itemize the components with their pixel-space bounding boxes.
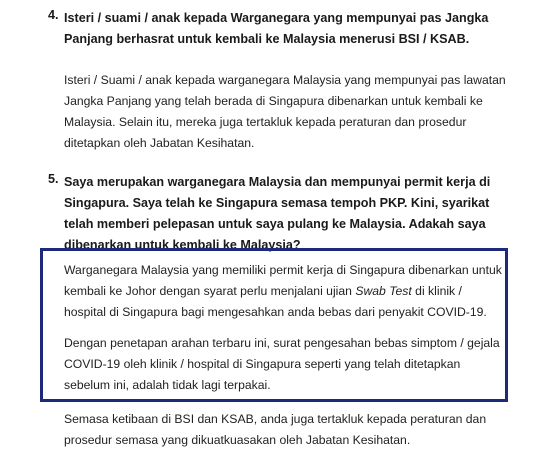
box-para1-text-end: di klinik / hospital di Singapura bagi mengesahkan anda bebas dari penyakit COVID-19. xyxy=(64,284,487,319)
question-5-heading: Saya merupakan warganegara Malaysia dan mempunyai permit kerja di Singapura. Saya telah ke Singapura semasa tempoh PKP. Kini, syarikat telah memberi pelepasan untuk saya pulang ke Malaysia. Adakah saya dibenarkan untuk kembali ke Malaysia? xyxy=(64,175,491,252)
swab-test-term: Swab Test xyxy=(355,284,412,298)
answer-5-box-paragraph-1 xyxy=(64,260,504,323)
answer-4-paragraph: Isteri / Suami / anak kepada warganegara Malaysia yang mempunyai pas lawatan Jangka Panjang yang telah berada di Singapura dibenarkan untuk kembali ke Malaysia. Selain itu, mereka juga tertakluk kepada peraturan dan prosedur ditetapkan oleh Jabatan Kesihatan. xyxy=(64,73,506,150)
question-4-heading: Isteri / suami / anak kepada Warganegara yang mempunyai pas Jangka Panjang berhasrat untuk kembali ke Malaysia menerusi BSI / KSAB. xyxy=(64,11,489,46)
answer-5-after-box-paragraph: Semasa ketibaan di BSI dan KSAB, anda juga tertakluk kepada peraturan dan prosedur semasa yang dikuatkuasakan oleh Jabatan Kesihatan. xyxy=(64,412,487,447)
answer-5-box-paragraph-2: Dengan penetapan arahan terbaru ini, surat pengesahan bebas simptom / gejala COVID-19 oleh klinik / hospital di Singapura seperti yang telah ditetapkan sebelum ini, adalah tidak lagi terpakai. xyxy=(64,336,500,392)
box-para1-text-start: Warganegara Malaysia yang memiliki permit kerja di Singapura dibenarkan untuk kembali ke Johor dengan syarat perlu menjalani ujian xyxy=(64,263,502,298)
question-4-number: 4. xyxy=(48,8,59,22)
question-5-number: 5. xyxy=(48,172,59,186)
